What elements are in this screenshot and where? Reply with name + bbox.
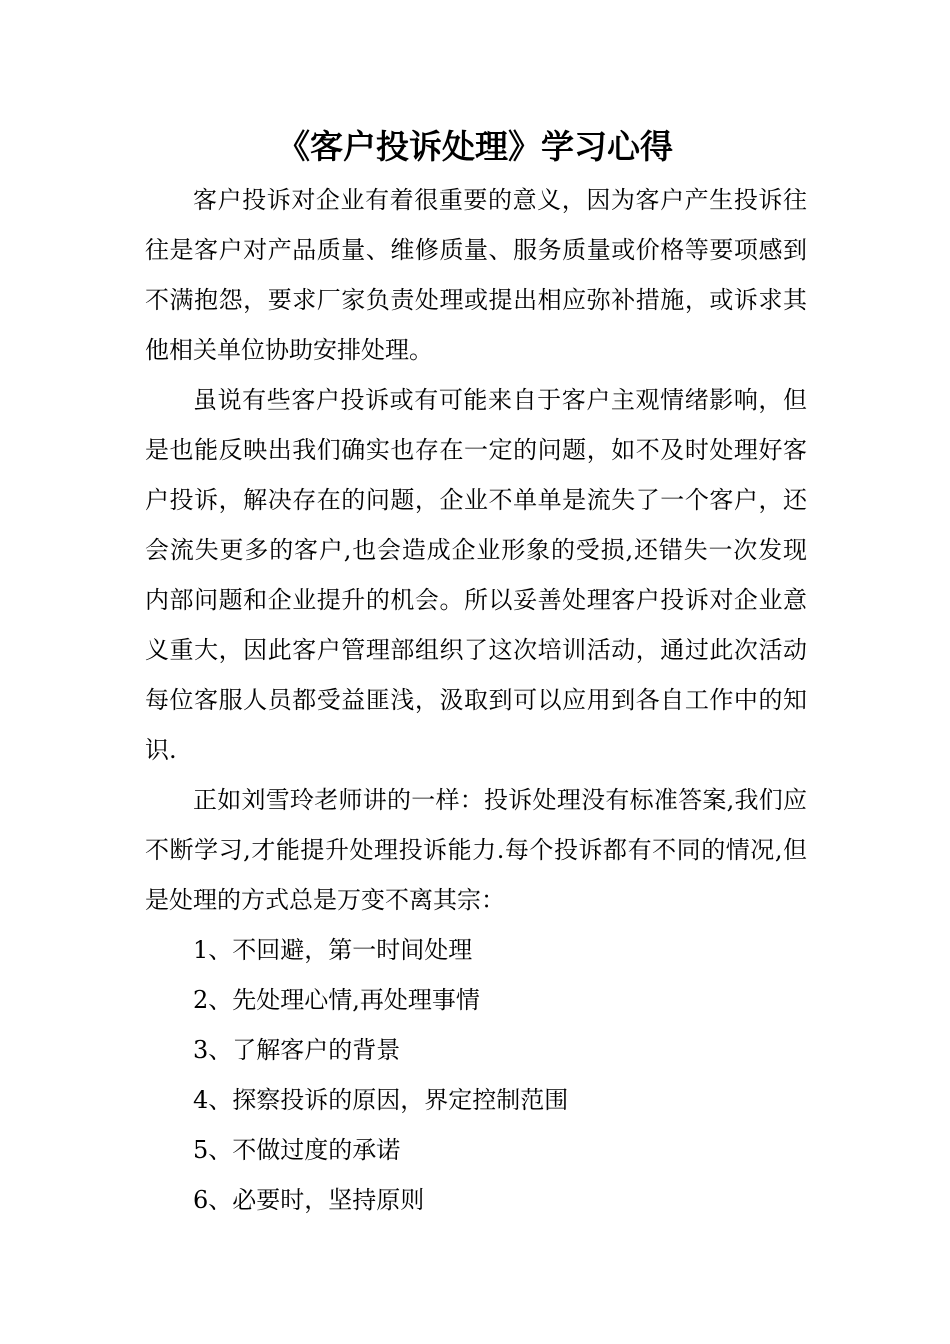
document-title: 《客户投诉处理》学习心得 [277, 127, 673, 166]
list-item: 4、探察投诉的原因，界定控制范围 [193, 1086, 569, 1114]
list-item: 1、不回避，第一时间处理 [193, 936, 473, 964]
list-item: 3、了解客户的背景 [193, 1036, 401, 1064]
list-item: 5、不做过度的承诺 [193, 1136, 401, 1164]
document-body [145, 175, 807, 1225]
list-item: 6、必要时，坚持原则 [193, 1186, 425, 1214]
paragraph-3: 正如刘雪玲老师讲的一样：投诉处理没有标准答案,我们应不断学习,才能提升处理投诉能力.每个投诉都有不同的情况,但是处理的方式总是万变不离其宗： [145, 786, 807, 914]
paragraph-2: 虽说有些客户投诉或有可能来自于客户主观情绪影响，但是也能反映出我们确实也存在一定的问题，如不及时处理好客户投诉，解决存在的问题，企业不单单是流失了一个客户，还会流失更多的客户,也会造成企业形象的受损,还错失一次发现内部问题和企业提升的机会。所以妥善处理客户投诉对企业意义重大，因此客户管理部组织了这次培训活动，通过此次活动每位客服人员都受益匪浅，汲取到可以应用到各自工作中的知识. [145, 386, 807, 764]
principles-list [145, 925, 807, 1225]
list-item: 2、先处理心情,再处理事情 [193, 986, 480, 1014]
paragraph-1: 客户投诉对企业有着很重要的意义，因为客户产生投诉往往是客户对产品质量、维修质量、服务质量或价格等要项感到不满抱怨，要求厂家负责处理或提出相应弥补措施，或诉求其他相关单位协助安排处理。 [145, 186, 807, 364]
